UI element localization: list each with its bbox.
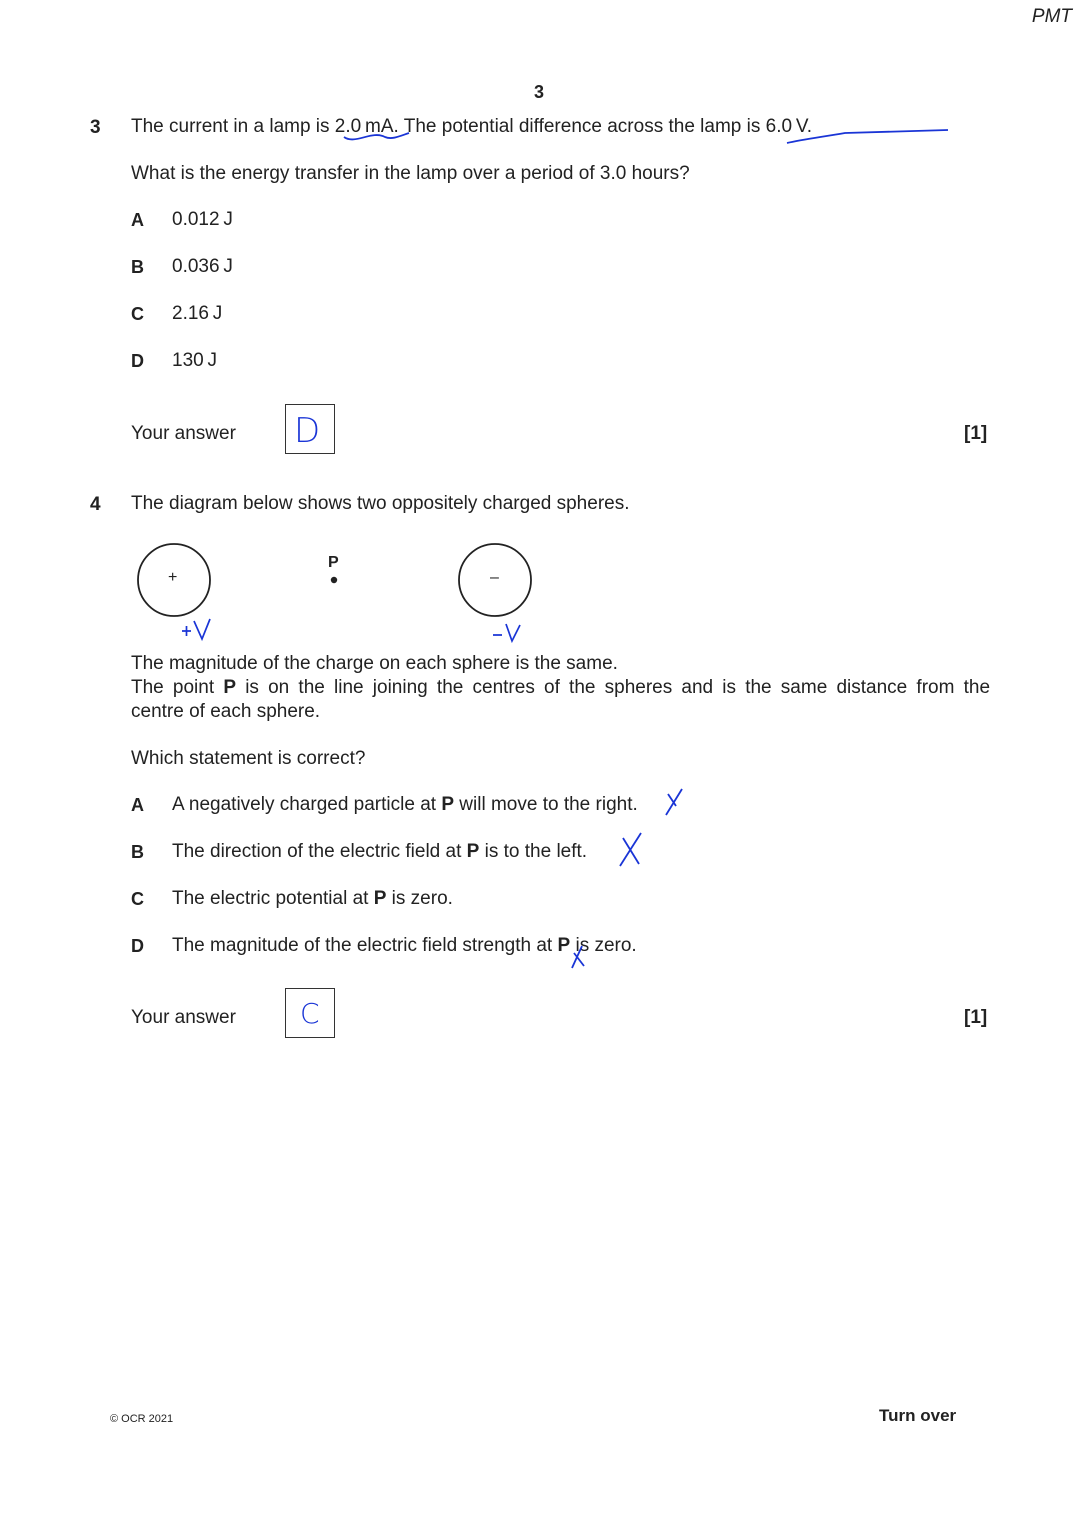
q4-para-line2-pre: The point bbox=[131, 677, 224, 698]
corner-label: PMT bbox=[1031, 6, 1072, 27]
q3-option-a-text: 0.012 J bbox=[172, 209, 233, 230]
q4-answer-handwritten: C bbox=[300, 997, 320, 1030]
q4-option-a-letter: A bbox=[131, 795, 144, 815]
q4-option-c-pre: The electric potential at bbox=[172, 888, 374, 909]
q3-answer-label: Your answer bbox=[131, 423, 236, 444]
q4-intro: The diagram below shows two oppositely charged spheres. bbox=[131, 493, 630, 514]
page-number: 3 bbox=[534, 82, 545, 102]
q3-option-c-letter: C bbox=[131, 304, 144, 324]
q4-number: 4 bbox=[90, 494, 101, 515]
q4-option-d-bold: P bbox=[557, 935, 571, 956]
q3-marks: [1] bbox=[964, 423, 988, 444]
point-p-label: P bbox=[328, 554, 339, 571]
q4-option-b-bold: P bbox=[466, 841, 480, 862]
q4-option-a-pre: A negatively charged particle at bbox=[172, 794, 442, 815]
q3-stem-line1: The current in a lamp is 2.0 mA. The potential difference across the lamp is 6.0 V. bbox=[131, 116, 813, 137]
q3-option-d-text: 130 J bbox=[172, 350, 218, 371]
q3-option-b-letter: B bbox=[131, 257, 144, 277]
q4-option-a-post: will move to the right. bbox=[454, 794, 638, 815]
q4-option-d-pre: The magnitude of the electric field strength at bbox=[172, 935, 558, 956]
q4-option-c-post: is zero. bbox=[386, 888, 453, 909]
q4-para-line3: centre of each sphere. bbox=[131, 701, 321, 722]
cross-mark-option-b bbox=[620, 833, 641, 866]
q3-answer-handwritten: D bbox=[294, 411, 321, 451]
q4-para-line2-post: is on the line joining the centres of the spheres and is the same distance from the bbox=[236, 677, 991, 698]
q4-option-b-post: is to the left. bbox=[479, 841, 588, 862]
q4-option-d-letter: D bbox=[131, 936, 144, 956]
q3-stem-line2: What is the energy transfer in the lamp over a period of 3.0 hours? bbox=[131, 163, 690, 184]
q3-option-d-letter: D bbox=[131, 351, 144, 371]
turn-over: Turn over bbox=[879, 1406, 957, 1425]
q4-para-line2-bold: P bbox=[223, 677, 237, 698]
q4-marks: [1] bbox=[964, 1007, 988, 1028]
q4-answer-label: Your answer bbox=[131, 1007, 236, 1028]
q3-number: 3 bbox=[90, 117, 101, 138]
cross-mark-option-a bbox=[666, 789, 682, 815]
negative-sign: – bbox=[490, 569, 499, 586]
q4-option-b-pre: The direction of the electric field at bbox=[172, 841, 467, 862]
q3-option-b-text: 0.036 J bbox=[172, 256, 233, 277]
q3-option-a-letter: A bbox=[131, 210, 144, 230]
q4-question: Which statement is correct? bbox=[131, 748, 366, 769]
positive-sign: + bbox=[168, 569, 178, 586]
copyright: © OCR 2021 bbox=[110, 1413, 174, 1425]
q4-option-c-letter: C bbox=[131, 889, 144, 909]
q4-para-line1: The magnitude of the charge on each sphere is the same. bbox=[131, 653, 618, 674]
q4-option-a-bold: P bbox=[441, 794, 455, 815]
q4-answer-box[interactable] bbox=[285, 988, 335, 1038]
cross-mark-option-d bbox=[572, 946, 584, 968]
q4-option-d-post: is zero. bbox=[570, 935, 637, 956]
q3-option-c-text: 2.16 J bbox=[172, 303, 223, 324]
q4-option-b-letter: B bbox=[131, 842, 144, 862]
q4-option-c-bold: P bbox=[373, 888, 387, 909]
